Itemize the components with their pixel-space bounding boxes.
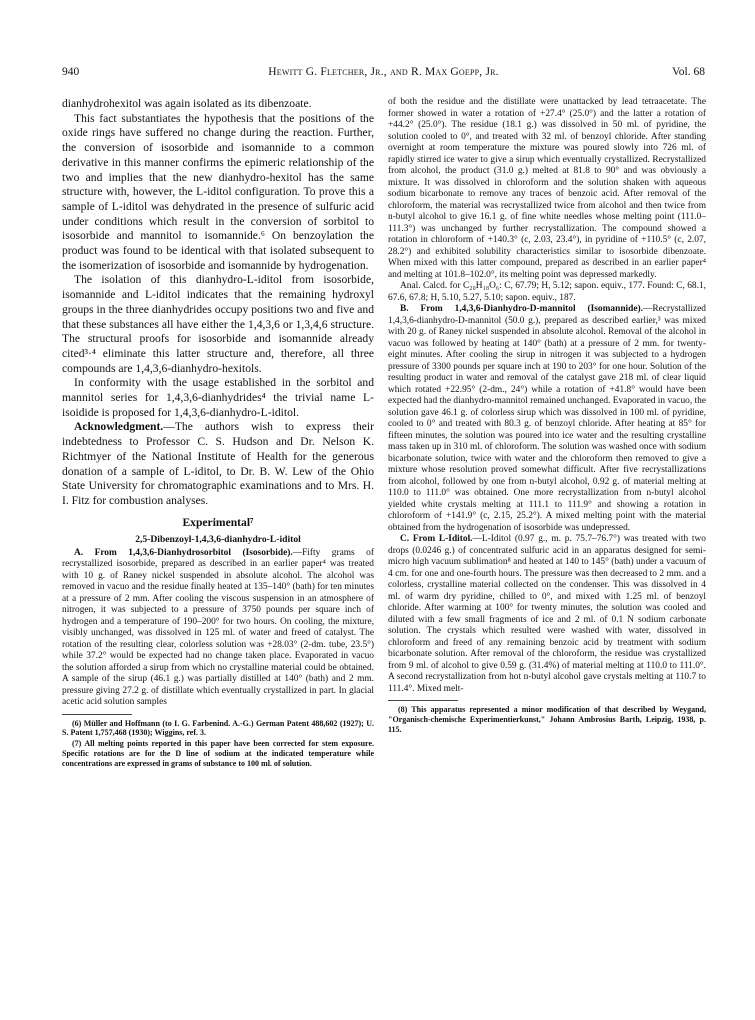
footnote-8: (8) This apparatus represented a minor modification of that described by Weygand, "Organisch-chemische Experimentierkunst," Johann Ambrosius Barth, Leipzig, 1938, p. 115.: [388, 705, 706, 734]
procedure-b-text: —Recrystallized 1,4,3,6-dianhydro-D-mannitol (50.0 g.), prepared as described earlier,³ was mixed with 20 g. of Raney nickel suspended in absolute alcohol. Removal of the alcohol in vacuo was followed by heating at 140° (bath) at a pressure of 2 mm. for twenty-eight minutes. After cooling the sirup in nitrogen it was subjected to a hydrogen pressure of 3300 pounds per square inch at 190 to 203° for one hour. Solution of the resulting product in water and removal of the catalyst gave 218 ml. of clear liquid which rotated +22.95° (2-dm., 24°) while a rotation of +41.8° would have been expected had the dianhydro-mannitol remained unchanged. Evaporated in vacuo, the solution gave 46.1 g. of colorless sirup which was dissolved in 100 ml. of pyridine, cooled to 0° and treated with 80.3 g. of benzoyl chloride. After heating at 85° for fifteen minutes, the solution was poured into ice water and the resulting crystalline mass taken up in 310 ml. of chloroform. The solution was washed once with sodium bicarbonate solution, twice with water and the chloroform then removed to give a mixture whose resolution proved somewhat difficult. After five recrystallizations from alcohol, followed by one from n-butyl alcohol, 0.92 g. of material melting at 110.0 to 111.0° was obtained. One more recrystallization from n-butyl alcohol yielded white crystals melting at 111.1 to 111.9° and showing a rotation in chloroform of +141.9° (c, 2.15, 25.2°). A mixed melting point with the material obtained from the hydrogenation of isosorbide was undepressed.: [388, 304, 706, 533]
running-head: Hewitt G. Fletcher, Jr., and R. Max Goepp, Jr.: [268, 66, 499, 78]
experimental-text-continued: [388, 97, 706, 695]
paragraph: This fact substantiates the hypothesis that the positions of the oxide rings have suffered no change during the reaction. Further, the conversion of isosorbide and isomannide to a common derivative in this manner confirms the epimeric relationship of the two and implies that the new dianhydro-hexitol has the same structure with, however, the L-iditol configuration. To prove this a sample of L-iditol was dehydrated in the presence of sulfuric acid under conditions which result in the conversion of sorbitol to isosorbide and mannitol to isomannide.⁶ On benzoylation the product was found to be identical with that isolated subsequent to the isomerization of isosorbide and isomannide by hydrogenation.: [62, 111, 374, 272]
footnote-7: (7) All melting points reported in this paper have been corrected for stem exposure. Specific rotations are for the D line of sodium at the indicated temperature while concentrations are expressed in grams of substance to 100 ml. of solution.: [62, 739, 374, 768]
experimental-text: [62, 548, 374, 709]
acknowledgment-label: Acknowledgment.: [74, 420, 164, 434]
procedure-c: [388, 534, 706, 695]
footnote-rule: [62, 714, 132, 715]
right-column: [388, 97, 706, 735]
procedure-c-label: C. From L-Iditol.: [400, 534, 473, 544]
experimental-subheading: 2,5-Dibenzoyl-1,4,3,6-dianhydro-L-iditol: [135, 533, 301, 545]
page-header: [62, 66, 705, 84]
discussion-text: [62, 97, 374, 509]
acknowledgment-paragraph: [62, 420, 374, 508]
page-number: 940: [62, 66, 80, 78]
procedure-c-text: —L-Iditol (0.97 g., m. p. 75.7–76.7°) was treated with two drops (0.0246 g.) of concentrated sulfuric acid in an apparatus designed for semi-micro high vacuum sublimation⁸ and heated at 140 to 145° (bath) under a vacuum of 4 cm. for one and one-fourth hours. The pressure was then decreased to 2 mm. and a colorless, crystalline material collected on the condenser. This was dissolved in 4 ml. of warm dry pyridine, chilled to 0°, and mixed with 1.25 ml. of benzoyl chloride. After warming at 100° for twenty minutes, the solution was cooled and diluted with a few small fragments of ice and 2 ml. of 0.1 N sodium carbonate solution. The crystals which resulted were washed with water, dissolved in chloroform and freed of any remaining benzoic acid by treatment with sodium bicarbonate solution. After removal of the chloroform, the residue was crystallized from 9 ml. of alcohol to give 0.59 g. (31.4%) of material melting at 110.0 to 111.0°. A second recrystallization from hot n-butyl alcohol gave crystals melting at 110.7 to 111.4°. Mixed melt-: [388, 534, 706, 694]
procedure-b: [388, 304, 706, 534]
footnote-6: (6) Müller and Hoffmann (to I. G. Farbenind. A.-G.) German Patent 488,602 (1927); U. S. Patent 1,757,468 (1930); Wiggins, ref. 3.: [62, 718, 374, 738]
analysis-line: Anal. Calcd. for C₂₀H₁₈O₆: C, 67.79; H, 5.12; sapon. equiv., 177. Found: C, 68.1, 67.6, 67.8; H, 5.10, 5.27, 5.10; sapon. equiv., 187.: [388, 281, 706, 303]
paragraph: The isolation of this dianhydro-L-iditol from isosorbide, isomannide and L-iditol indicates that the remaining hydroxyl groups in the three dianhydrides occupy positions two and five and that these substances all have either the 1,4,3,6 or 1,3,4,6 structure. The structural proofs for isosorbide and isomannide already cited³·⁴ eliminate this latter structure and, therefore, all three compounds are 1,4,3,6-dianhydro-hexitols.: [62, 273, 374, 375]
footnote-rule: [388, 700, 458, 701]
volume-label: Vol. 68: [671, 66, 705, 78]
paragraph: In conformity with the usage established in the sorbitol and mannitol series for 1,4,3,6-dianhydrides⁴ the trivial name L-isoidide is proposed for 1,4,3,6-dianhydro-L-iditol.: [62, 376, 374, 419]
footnotes: [62, 719, 374, 769]
procedure-a-text: —Fifty grams of recrystallized isosorbide, prepared as described in an earlier paper⁴ was treated with 10 g. of Raney nickel suspended in absolute alcohol. The alcohol was removed in vacuo and the residue finally heated at 135–140° (bath) for ten minutes at a pressure of 2 mm. After cooling the viscous suspension in an atmosphere of nitrogen, it was subjected to a pressure of 3750 pounds per square inch of hydrogen and a temperature of 190–200° for two hours. On cooling, the mixture, visibly unchanged, was dissolved in 125 ml. of water and freed of catalyst. The rotation of the resulting clear, colorless solution was +28.03° (2-dm. tube, 23.5°) while 37.2° would be expected had no change taken place. Evaporated in vacuo the solution afforded a sirup from which no crystalline material could be obtained. A sample of the sirup (46.1 g.) was partially distilled at 140° (bath) and 2 mm. pressure giving 27.2 g. of distillate which eventually crystallized in part. In glacial acetic acid solution samples: [62, 547, 374, 708]
procedure-b-label: B. From 1,4,3,6-Dianhydro-D-mannitol (Isomannide).: [400, 304, 643, 314]
paragraph: of both the residue and the distillate were unattacked by lead tetraacetate. The former showed in water a rotation of +27.4° (25.0°) and the latter a rotation of +44.2° (25.0°). The residue (18.1 g.) was dissolved in 50 ml. of pyridine, the solution cooled to 0°, and treated with 32 ml. of benzoyl chloride. After standing overnight at room temperature the mixture was poured slowly into 726 ml. of rapidly stirred ice water to give a sirup which eventually crystallized. Recrystallized from alcohol, the product (31.0 g.) melted at 81.8 to 90° and was obviously a mixture. It was dissolved in chloroform and the solution shaken with aqueous sodium bicarbonate to remove any traces of benzoic acid. After removal of the chloroform, the material was recrystallized twice from alcohol and then twice from n-butyl alcohol to give 16.1 g. of fine white needles whose melting point (111.0–111.3°) was unchanged by further recrystallization. The compound showed a rotation in chloroform of +140.3° (c, 2.03, 23.4°), in pyridine of +110.5° (c, 2.07, 28.2°) and exhibited solubility characteristics similar to isosorbide dibenzoate. When mixed with this latter compound, prepared as described in an earlier paper⁴ and melting at 101.8–102.0°, its melting point was depressed markedly.: [388, 97, 706, 280]
acknowledgment-text: —The authors wish to express their indebtedness to Professor C. S. Hudson and Dr. Nelson K. Richtmyer of the National Institute of Health for the generous donation of a sample of L-iditol, to Dr. B. W. Lew of the Ohio State University for chromatographic examinations and to Mrs. H. I. Fitz for combustion analyses.: [62, 420, 374, 507]
procedure-a-label: A. From 1,4,3,6-Dianhydrosorbitol (Isosorbide).: [74, 547, 293, 558]
procedure-a: [62, 548, 374, 709]
experimental-heading: Experimental⁷: [182, 515, 254, 529]
footnotes: [388, 705, 706, 734]
paragraph: dianhydrohexitol was again isolated as its dibenzoate.: [62, 97, 312, 110]
left-column: [62, 97, 374, 770]
